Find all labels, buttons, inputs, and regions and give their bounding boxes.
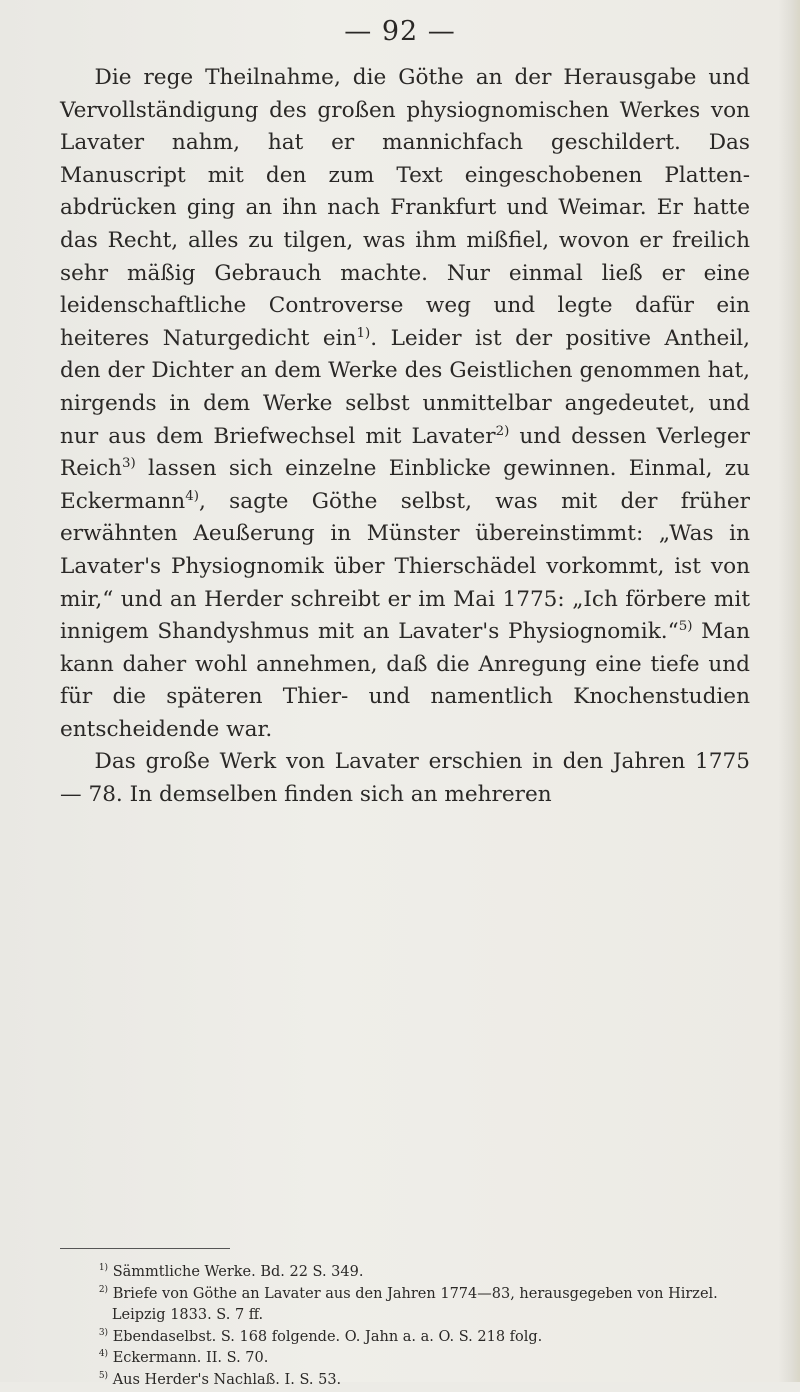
- footnote-text: Aus Herder's Nachlaß. I. S. 53.: [112, 1371, 342, 1388]
- text-segment: lassen sich einzelne Einblicke gewinnen. Einmal, zu Eckermann: [60, 456, 750, 514]
- page-edge-shadow: [778, 0, 800, 1382]
- footnote-mark: 2): [98, 1284, 109, 1295]
- footnotes: [80, 1262, 750, 1392]
- footnote-text: Ebendaselbst. S. 168 folgende. O. Jahn a. a. O. S. 218 folg.: [112, 1328, 543, 1345]
- footnote: [80, 1284, 750, 1327]
- footnote-mark: 3): [98, 1327, 109, 1338]
- footnote-ref: 5): [678, 618, 693, 634]
- footnote-ref: 4): [185, 488, 199, 504]
- page-number: — 92 —: [344, 16, 456, 47]
- text-segment: . Leider ist der positive Antheil, den der Dichter an dem Werke des Geistlichen genommen hat, nirgends in dem Werke selbst unmittelbar angedeutet, und nur aus dem Briefwechsel mit Lavater: [60, 325, 750, 449]
- footnote-mark: 1): [98, 1263, 109, 1274]
- footnote-text: Eckermann. II. S. 70.: [112, 1350, 269, 1367]
- text-segment: Die rege Theilnahme, die Göthe an der Herausgabe und Vervollständigung des großen physiognomischen Werkes von Lavater nahm, hat er mannichfach geschildert. Das Manuscript mit den zum Text eingeschobenen Platten-abdrücken ging an ihn nach Frankfurt und Weimar. Er hatte das Recht, alles zu tilgen, was ihm mißfiel, wovon er freilich sehr mäßig Gebrauch machte. Nur einmal ließ er eine leidenschaftliche Controverse weg und legte dafür ein heiteres Naturgedicht ein: [60, 65, 750, 351]
- footnote: [80, 1348, 750, 1370]
- footnote-text: Briefe von Göthe an Lavater aus den Jahren 1774—83, herausgegeben von Hirzel. Leipzig 1833. S. 7 ff.: [111, 1285, 718, 1324]
- footnote: [80, 1327, 750, 1349]
- text-segment: Man kann daher wohl annehmen, daß die Anregung eine tiefe und für die späteren Thier- und namentlich Knochenstudien entscheidende war.: [60, 619, 750, 742]
- footnote-text: Sämmtliche Werke. Bd. 22 S. 349.: [112, 1264, 364, 1280]
- footnote-rule: [60, 1248, 230, 1249]
- footnote-ref: 2): [495, 423, 510, 439]
- footnote: [80, 1262, 750, 1284]
- footnote-mark: 4): [98, 1349, 109, 1360]
- footnote-ref: 3): [121, 455, 136, 471]
- text-segment: Das große Werk von Lavater erschien in den Jahren 1775 — 78. In demselben finden sich an mehreren: [60, 749, 750, 808]
- text-segment: , sagte Göthe selbst, was mit der früher erwähnten Aeußerung in Münster übereinstimmt: „Was in Lavater's Physiognomik über Thierschädel vorkommt, ist von mir,“ und an Herder schreibt er im Mai 1775: „Ich förbere mit innigem Shandyshmus mit an Lavater's Physiognomik.“: [60, 488, 750, 645]
- paragraph: [60, 746, 750, 811]
- paragraph: [60, 62, 750, 746]
- text-segment: und dessen Verleger Reich: [60, 423, 750, 482]
- footnote: [80, 1370, 750, 1392]
- footnote-mark: 5): [98, 1371, 109, 1382]
- body-text: [60, 62, 750, 812]
- footnote-ref: 1): [356, 325, 371, 341]
